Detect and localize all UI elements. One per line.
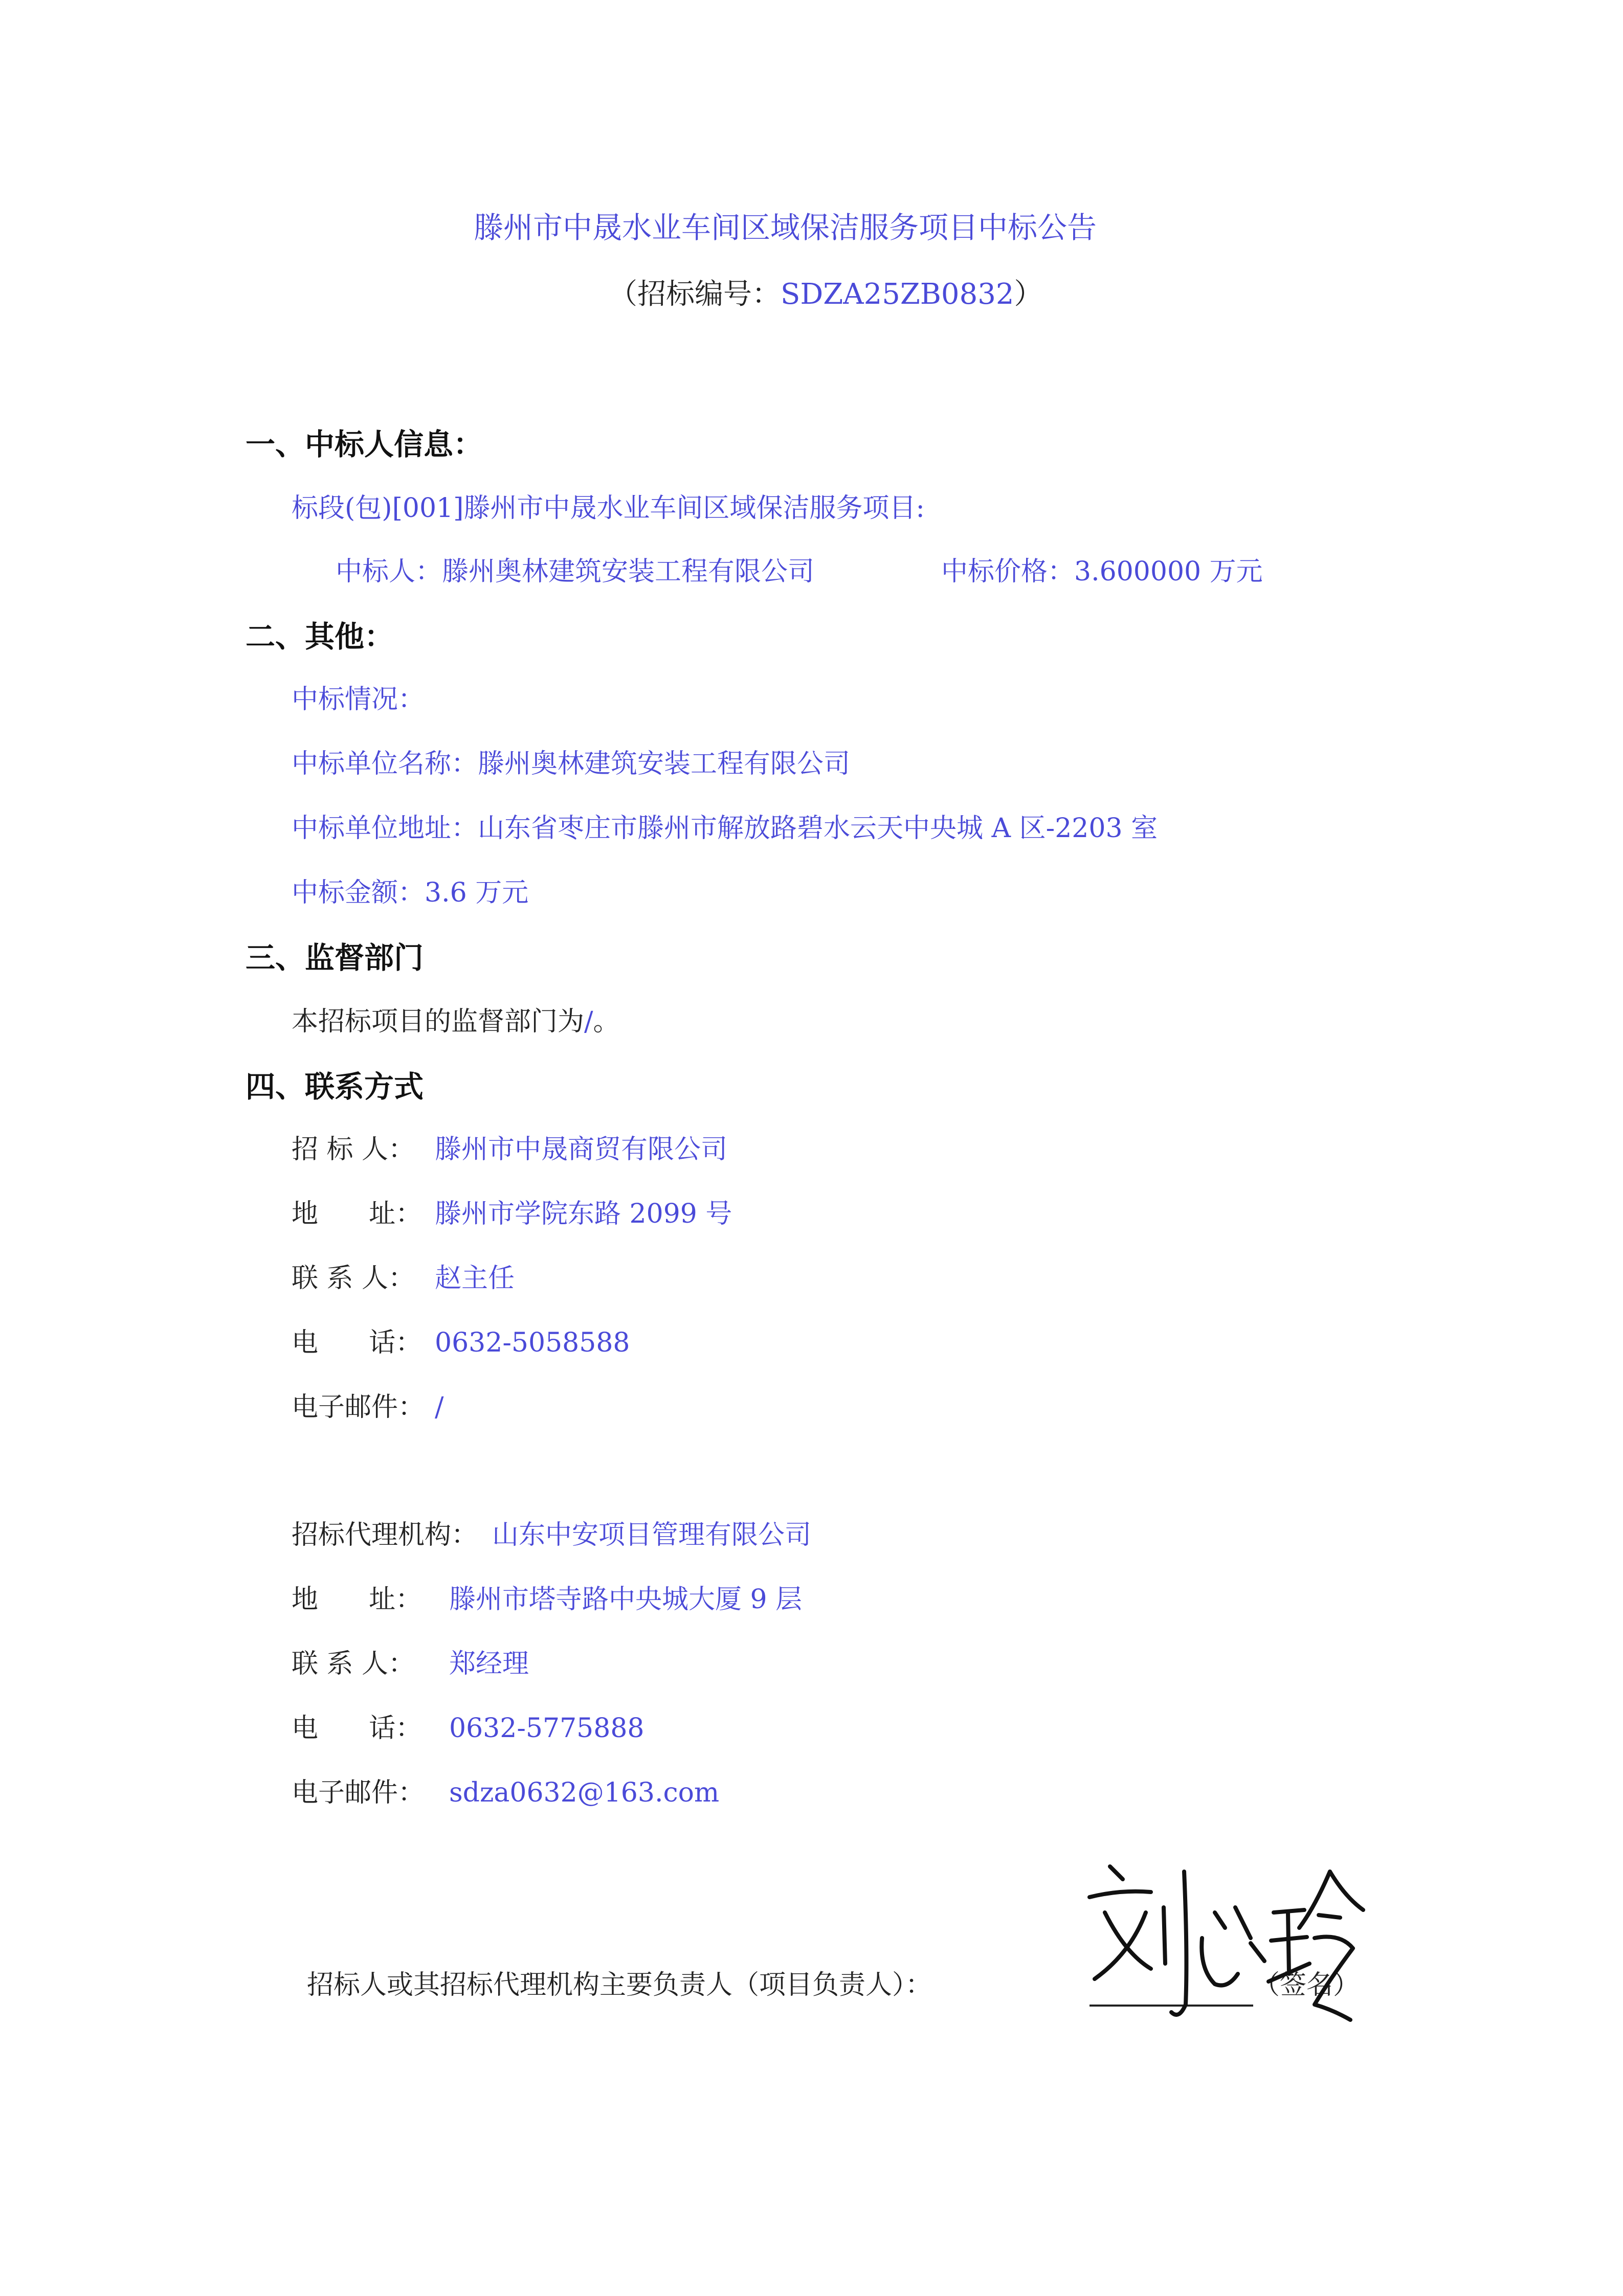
tenderer-phone: 0632-5058588 [435,1327,630,1358]
agency-address-label: 地 址： [292,1584,423,1615]
agency-contact: 郑经理 [449,1649,529,1679]
agency-address: 滕州市塔寺路中央城大厦 9 层 [449,1584,803,1615]
price-value: 3.600000 万元 [1074,556,1263,587]
tender-number: SDZA25ZB0832 [781,278,1014,311]
award-amount-line [292,877,529,908]
tenderer-address-label: 地 址： [292,1199,423,1229]
tenderer-address: 滕州市学院东路 2099 号 [435,1199,732,1229]
tender-number-suffix: ） [1014,278,1043,311]
supervision-suffix: 。 [593,1006,620,1037]
agency-contact-label: 联 系 人： [292,1649,415,1679]
tenderer-org: 滕州市中晟商贸有限公司 [435,1134,728,1165]
supervision-value: / [584,1006,593,1037]
agency-org-label: 招标代理机构： [292,1520,478,1550]
section-3-heading: 三、监督部门 [246,940,424,975]
award-amount: 3.6 万元 [425,877,529,908]
signature-suffix: （签名） [1253,1970,1360,2000]
supervision-text: 本招标项目的监督部门为 [292,1006,585,1037]
agency-email: sdza0632@163.com [449,1777,720,1808]
award-amount-label: 中标金额： [292,877,425,908]
winner-line [336,558,814,585]
section-4-heading: 四、联系方式 [246,1069,424,1104]
award-status: 中标情况： [292,684,425,715]
lot-line: 标段(包)[001]滕州市中晟水业车间区域保洁服务项目: [292,493,925,524]
winner-name: 滕州奥林建筑安装工程有限公司 [442,556,815,587]
tender-number-line [609,280,1042,309]
tenderer-phone-label: 电 话： [292,1327,423,1358]
agency-org: 山东中安项目管理有限公司 [492,1520,812,1550]
tenderer-contact-label: 联 系 人： [292,1263,415,1294]
price-line [941,558,1263,585]
section-2-heading: 二、其他： [246,619,394,654]
price-label: 中标价格： [941,556,1075,587]
tenderer-email-label: 电子邮件： [292,1392,425,1423]
winner-label: 中标人： [336,556,442,587]
tender-number-prefix: （招标编号： [609,278,781,311]
handwritten-signature [1074,1851,1381,2035]
winning-unit-address-label: 中标单位地址： [292,813,478,844]
signature-label: 招标人或其招标代理机构主要负责人（项目负责人）： [307,1970,932,2000]
section-1-heading: 一、中标人信息： [246,427,483,462]
agency-email-label: 电子邮件： [292,1777,425,1808]
winning-unit-address: 山东省枣庄市滕州市解放路碧水云天中央城 A 区-2203 室 [478,813,1158,844]
tenderer-email: / [435,1392,444,1423]
tenderer-org-label: 招 标 人： [292,1134,415,1165]
winning-unit-name: 滕州奥林建筑安装工程有限公司 [478,749,851,779]
supervision-line [292,1008,620,1035]
notice-title: 滕州市中晟水业车间区域保洁服务项目中标公告 [474,210,1097,245]
winning-unit-address-line [292,815,1158,842]
tenderer-contact: 赵主任 [435,1263,515,1294]
agency-phone-label: 电 话： [292,1713,423,1744]
agency-phone: 0632-5775888 [449,1713,644,1744]
winning-unit-name-line [292,751,850,777]
winning-unit-name-label: 中标单位名称： [292,749,478,779]
